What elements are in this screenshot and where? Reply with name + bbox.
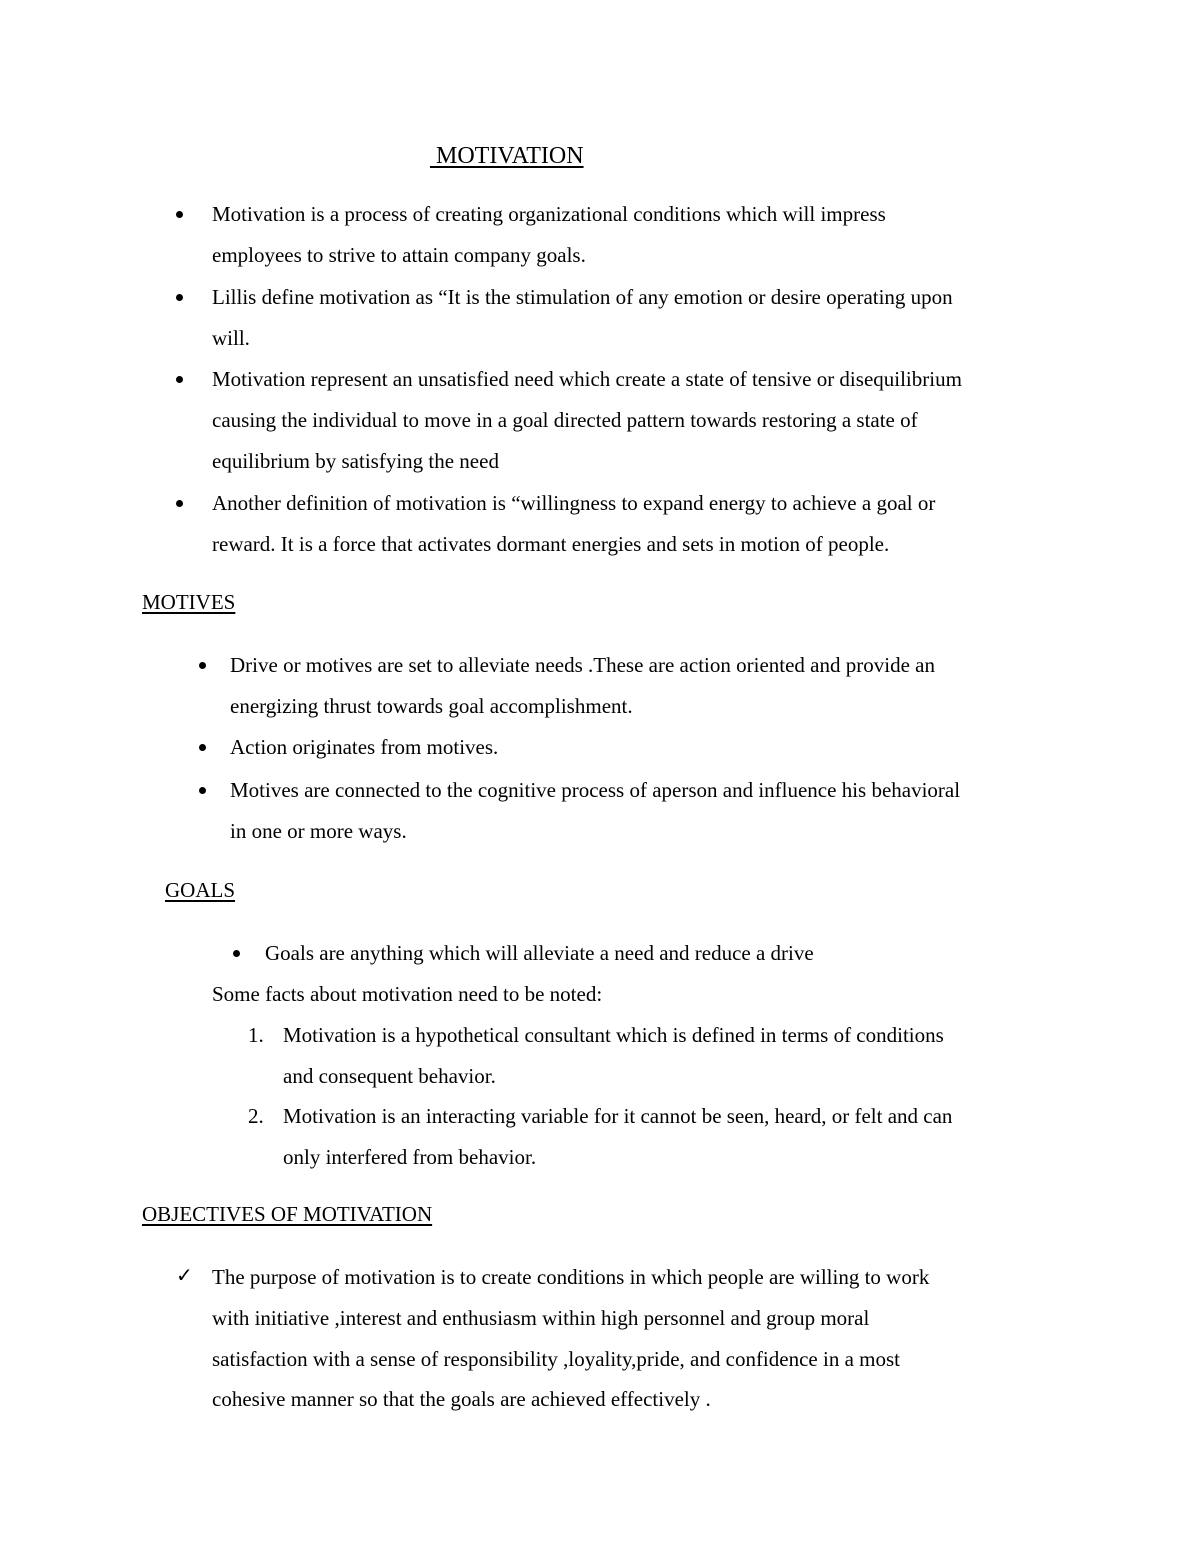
list-item-line: Action originates from motives. [230, 735, 499, 759]
list-item-line: Motivation represent an unsatisfied need which create a state of tensive or disequilibrium [212, 367, 962, 391]
list-item-line: cohesive manner so that the goals are achieved effectively . [212, 1387, 711, 1411]
bullet-icon [199, 787, 206, 794]
section-heading-objectives: OBJECTIVES OF MOTIVATION [142, 1202, 433, 1226]
facts-intro: Some facts about motivation need to be noted: [212, 982, 603, 1006]
checkmark-icon: ✓ [176, 1263, 193, 1287]
bullet-icon [176, 376, 183, 383]
list-item-line: and consequent behavior. [283, 1064, 496, 1088]
bullet-icon [176, 500, 183, 507]
bullet-icon [176, 294, 183, 301]
list-item-line: Motivation is a process of creating organizational conditions which will impress [212, 202, 886, 226]
list-item-line: Motives are connected to the cognitive process of aperson and influence his behavioral [230, 778, 961, 802]
list-item-line: equilibrium by satisfying the need [212, 449, 499, 473]
bullet-icon [233, 950, 240, 957]
list-item-line: causing the individual to move in a goal directed pattern towards restoring a state of [212, 408, 918, 432]
bullet-icon [199, 744, 206, 751]
list-item-line: reward. It is a force that activates dormant energies and sets in motion of people. [212, 532, 890, 556]
list-item-line: employees to strive to attain company goals. [212, 243, 586, 267]
list-item-line: Goals are anything which will alleviate a need and reduce a drive [265, 941, 814, 965]
section-heading-goals: GOALS [165, 878, 236, 902]
list-item-line: The purpose of motivation is to create conditions in which people are willing to work [212, 1265, 930, 1289]
list-item-line: with initiative ,interest and enthusiasm within high personnel and group moral [212, 1306, 870, 1330]
list-item-line: Motivation is a hypothetical consultant which is defined in terms of conditions [283, 1023, 944, 1047]
list-item-line: Another definition of motivation is “willingness to expand energy to achieve a goal or [212, 491, 936, 515]
list-item-line: Drive or motives are set to alleviate needs .These are action oriented and provide an [230, 653, 935, 677]
list-number: 1. [248, 1023, 264, 1047]
list-number: 2. [248, 1104, 264, 1128]
section-heading-motives: MOTIVES [142, 590, 236, 614]
bullet-icon [199, 662, 206, 669]
page-title: MOTIVATION [430, 143, 584, 169]
bullet-icon [176, 211, 183, 218]
list-item-line: will. [212, 326, 250, 350]
list-item-line: satisfaction with a sense of responsibility ,loyality,pride, and confidence in a most [212, 1347, 900, 1371]
list-item-line: only interfered from behavior. [283, 1145, 537, 1169]
list-item-line: Motivation is an interacting variable for it cannot be seen, heard, or felt and can [283, 1104, 953, 1128]
list-item-line: energizing thrust towards goal accomplishment. [230, 694, 633, 718]
list-item-line: in one or more ways. [230, 819, 407, 843]
list-item-line: Lillis define motivation as “It is the stimulation of any emotion or desire operating upon [212, 285, 953, 309]
